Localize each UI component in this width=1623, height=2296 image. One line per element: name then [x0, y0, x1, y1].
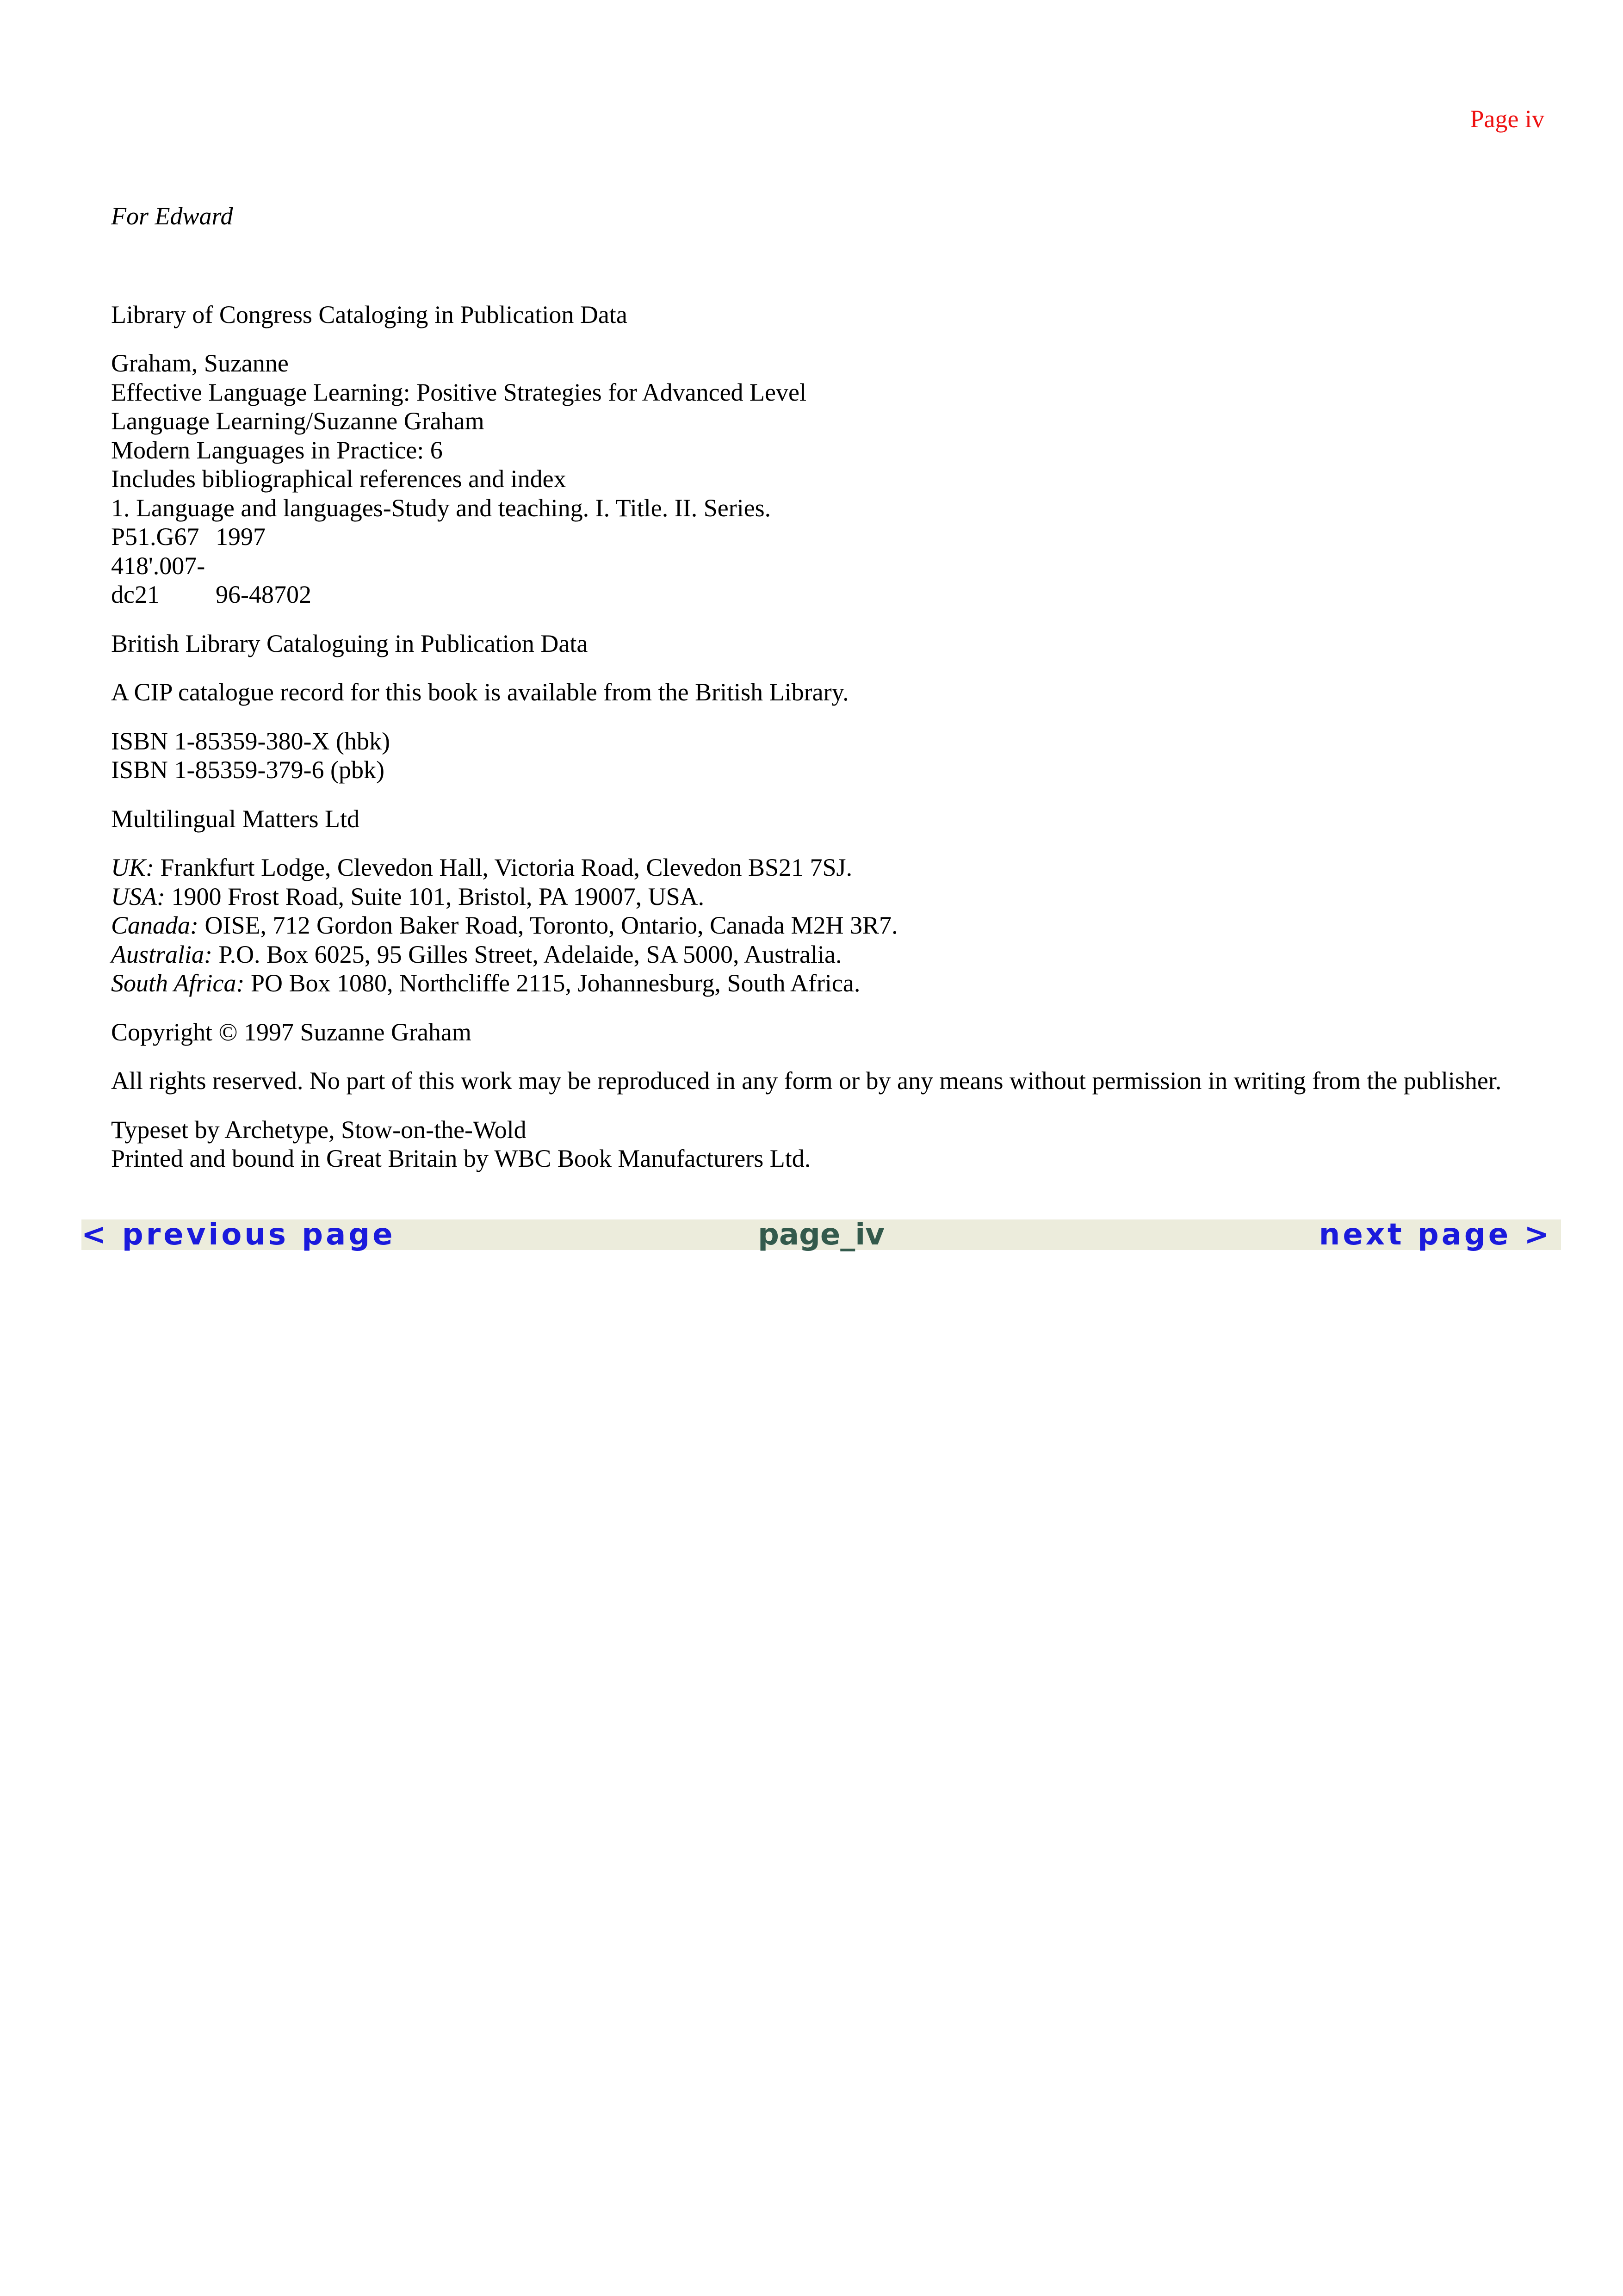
publisher-addresses — [111, 853, 1527, 998]
classification-row — [111, 551, 1527, 609]
address-text: OISE, 712 Gordon Baker Road, Toronto, Ontario, Canada M2H 3R7. — [198, 911, 898, 939]
page-label: Page iv — [1470, 105, 1544, 133]
bl-heading: British Library Cataloguing in Publication Data — [111, 629, 588, 657]
copyright-notice: Copyright © 1997 Suzanne Graham — [111, 1018, 471, 1046]
address-text: 1900 Frost Road, Suite 101, Bristol, PA 19007, USA. — [165, 882, 705, 910]
loc-line: 1. Language and languages-Study and teaching. I. Title. II. Series. — [111, 494, 771, 522]
isbn-pbk: ISBN 1-85359-379-6 (pbk) — [111, 756, 384, 784]
region-label: UK: — [111, 854, 154, 881]
loc-line: Includes bibliographical references and index — [111, 465, 566, 493]
next-page-link[interactable]: next page > — [1319, 1218, 1552, 1252]
loc-line: Language Learning/Suzanne Graham — [111, 407, 484, 435]
address-text: PO Box 1080, Northcliffe 2115, Johannesburg, South Africa. — [244, 969, 861, 997]
loc-heading: Library of Congress Cataloging in Publication Data — [111, 300, 627, 328]
page-navigation-bar — [81, 1219, 1561, 1250]
rights-statement: All rights reserved. No part of this work may be reproduced in any form or by any means without permission in writing from the publisher. — [111, 1067, 1502, 1095]
publisher-name: Multilingual Matters Ltd — [111, 805, 359, 833]
classification-row — [111, 522, 1527, 551]
loc-cip-block — [111, 349, 1527, 609]
dedication: For Edward — [111, 202, 233, 230]
lccn: 96-48702 — [216, 581, 311, 608]
region-label: USA: — [111, 882, 165, 910]
current-page-indicator: page_iv — [758, 1218, 885, 1252]
address-canada — [111, 911, 1527, 940]
region-label: Australia: — [111, 940, 213, 968]
bl-text: A CIP catalogue record for this book is available from the British Library. — [111, 678, 849, 706]
dewey-number: 418'.007-dc21 — [111, 551, 205, 608]
call-number: P51.G67 — [111, 523, 199, 551]
loc-line: Effective Language Learning: Positive Strategies for Advanced Level — [111, 378, 806, 406]
printer-credit: Printed and bound in Great Britain by WBC Book Manufacturers Ltd. — [111, 1145, 811, 1172]
address-south-africa — [111, 969, 1527, 998]
loc-line: Modern Languages in Practice: 6 — [111, 436, 443, 464]
region-label: Canada: — [111, 911, 198, 939]
typeset-credit: Typeset by Archetype, Stow-on-the-Wold — [111, 1115, 527, 1144]
isbn-hbk: ISBN 1-85359-380-X (hbk) — [111, 727, 390, 755]
address-text: P.O. Box 6025, 95 Gilles Street, Adelaide, SA 5000, Australia. — [212, 940, 842, 968]
loc-line: Graham, Suzanne — [111, 349, 289, 377]
address-uk — [111, 853, 1527, 882]
isbn-block — [111, 727, 1527, 785]
address-usa — [111, 882, 1527, 911]
address-text: Frankfurt Lodge, Clevedon Hall, Victoria Road, Clevedon BS21 7SJ. — [154, 854, 853, 881]
production-credits — [111, 1115, 1527, 1173]
copyright-page-content — [111, 202, 1527, 1173]
address-australia — [111, 940, 1527, 969]
year: 1997 — [216, 523, 266, 551]
region-label: South Africa: — [111, 969, 245, 997]
previous-page-link[interactable]: < previous page — [81, 1218, 396, 1252]
